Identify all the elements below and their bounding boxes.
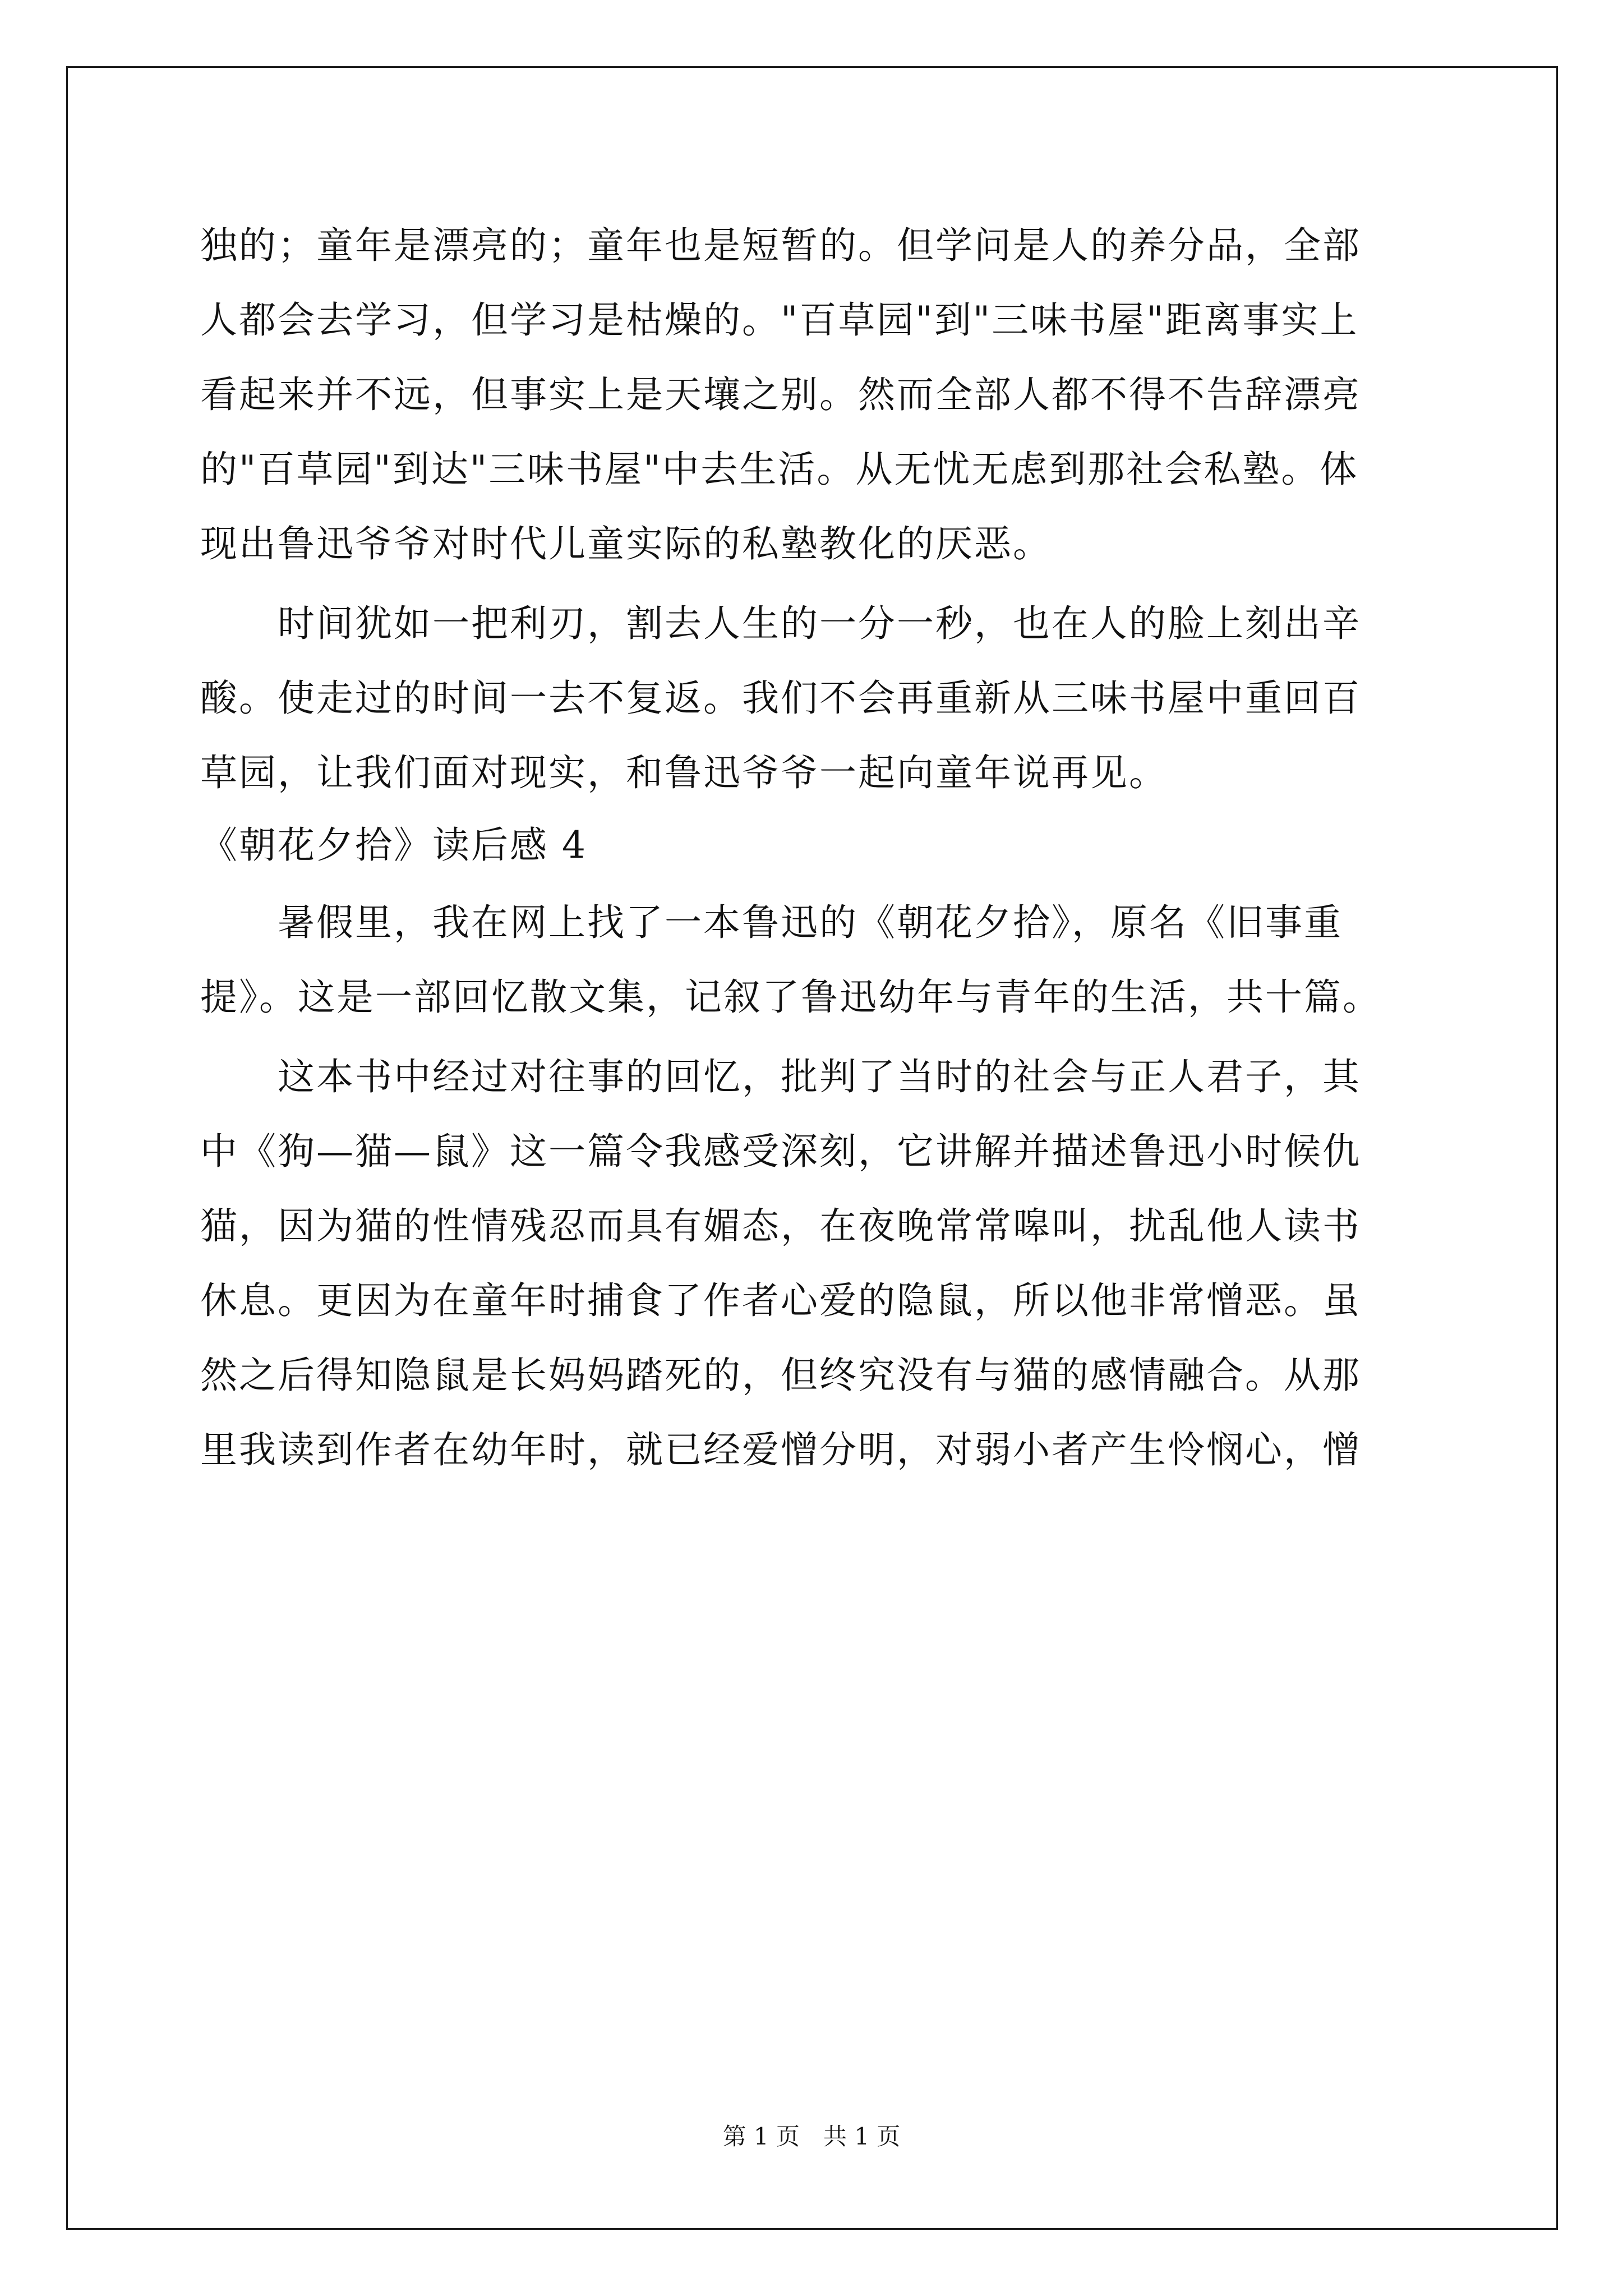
text-line: 休息。更因为在童年时捕食了作者心爱的隐鼠，所以他非常憎恶。虽 xyxy=(200,1279,1361,1322)
text-line: 这本书中经过对往事的回忆，批判了当时的社会与正人君子，其 xyxy=(200,1055,1361,1098)
text-line: 现出鲁迅爷爷对时代儿童实际的私塾教化的厌恶。 xyxy=(200,522,1052,565)
text-line: 看起来并不远，但事实上是天壤之别。然而全部人都不得不告辞漂亮 xyxy=(200,373,1361,416)
text-line: 中《狗—猫—鼠》这一篇令我感受深刻，它讲解并描述鲁迅小时候仇 xyxy=(200,1130,1361,1173)
text-line: 酸。使走过的时间一去不复返。我们不会再重新从三味书屋中重回百 xyxy=(200,677,1361,720)
text-line: 然之后得知隐鼠是长妈妈踏死的，但终究没有与猫的感情融合。从那 xyxy=(200,1354,1361,1397)
text-line: 里我读到作者在幼年时，就已经爱憎分明，对弱小者产生怜悯心，憎 xyxy=(200,1428,1361,1471)
page-number-footer: 第 1 页 共 1 页 xyxy=(722,2123,901,2150)
text-line: 时间犹如一把利刃，割去人生的一分一秒，也在人的脸上刻出辛 xyxy=(200,602,1361,645)
text-line: 暑假里，我在网上找了一本鲁迅的《朝花夕拾》，原名《旧事重 xyxy=(200,901,1343,944)
text-line: 的"百草园"到达"三味书屋"中去生活。从无忧无虑到那社会私塾。体 xyxy=(200,448,1359,491)
section-heading: 《朝花夕拾》读后感 4 xyxy=(200,823,587,867)
text-line: 提》。这是一部回忆散文集，记叙了鲁迅幼年与青年的生活，共十篇。 xyxy=(200,976,1381,1019)
text-line: 草园，让我们面对现实，和鲁迅爷爷一起向童年说再见。 xyxy=(200,751,1168,794)
text-line: 独的；童年是漂亮的；童年也是短暂的。但学问是人的养分品，全部 xyxy=(200,224,1361,267)
text-line: 猫，因为猫的性情残忍而具有媚态，在夜晚常常嗥叫，扰乱他人读书 xyxy=(200,1204,1361,1248)
text-line: 人都会去学习，但学习是枯燥的。"百草园"到"三味书屋"距离事实上 xyxy=(200,298,1359,342)
